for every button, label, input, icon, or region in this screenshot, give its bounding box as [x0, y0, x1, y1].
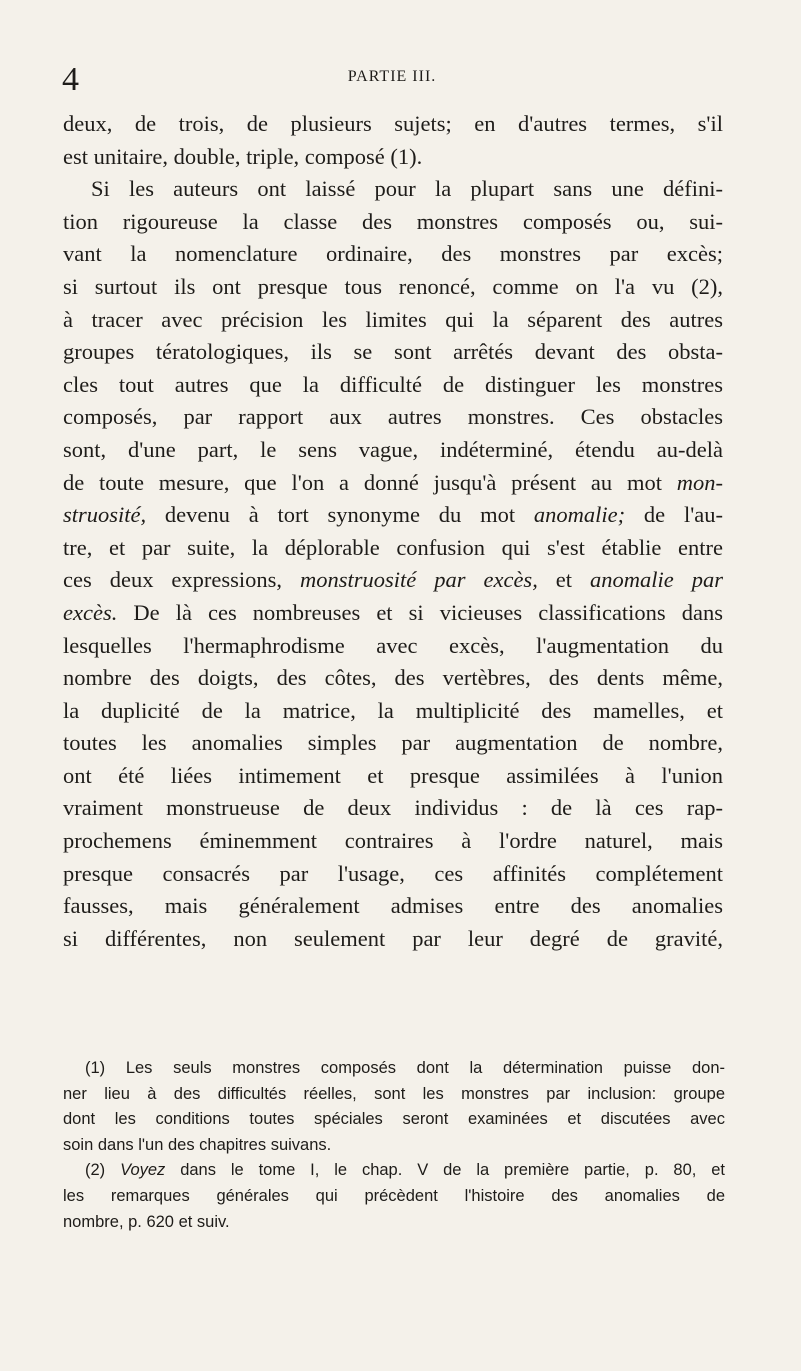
italic-text: mon- [676, 469, 723, 495]
text-line [63, 434, 723, 467]
text-span: composés, par rapport aux autres monstres. Ces obstacles [63, 404, 723, 430]
text-span: tre, et par suite, la déplorable confusion qui s'est établie entre [63, 534, 723, 560]
text-span: (2) [85, 1161, 121, 1180]
text-line [63, 858, 723, 891]
text-line [63, 564, 723, 597]
text-span: et [537, 567, 591, 593]
text-line [63, 141, 723, 174]
text-line [63, 238, 723, 271]
text-span: si surtout ils ont presque tous renoncé, comme on l'a vu (2), [63, 273, 723, 299]
text-span: de l'au- [625, 502, 723, 528]
text-span: toutes les anomalies simples par augmentation de nombre, [63, 730, 723, 756]
running-head: PARTIE III. [347, 68, 437, 85]
italic-text: excès. [63, 599, 118, 625]
text-span: nombre des doigts, des côtes, des vertèbres, des dents même, [63, 665, 723, 691]
text-line [63, 467, 723, 500]
text-line [63, 336, 723, 369]
text-line [63, 108, 723, 141]
text-span: cles tout autres que la difficulté de distinguer les monstres [63, 371, 723, 397]
text-line [63, 825, 723, 858]
text-span: si différentes, non seulement par leur degré de gravité, [63, 925, 723, 951]
text-span: groupes tératologiques, ils se sont arrêtés devant des obsta- [63, 339, 723, 365]
text-line [63, 401, 723, 434]
text-span: presque consacrés par l'usage, ces affinités complétement [63, 860, 723, 886]
text-line [63, 662, 723, 695]
text-span: De là ces nombreuses et si vicieuses classifications dans [117, 599, 723, 625]
text-span: est unitaire, double, triple, composé (1). [63, 143, 423, 169]
text-line [63, 304, 723, 337]
text-line [63, 271, 723, 304]
footnote-line [63, 1082, 725, 1108]
text-span: ont été liées intimement et presque assimilées à l'union [63, 762, 723, 788]
italic-text: anomalie par [590, 567, 724, 593]
footnote-line [63, 1107, 725, 1133]
text-span: à tracer avec précision les limites qui la séparent des autres [63, 306, 723, 332]
italic-text: struosité, [63, 502, 147, 528]
footnote-line [63, 1184, 725, 1210]
text-span: lesquelles l'hermaphrodisme avec excès, l'augmentation du [63, 632, 723, 658]
text-line [63, 369, 723, 402]
text-line [63, 695, 723, 728]
italic-text: anomalie; [533, 502, 626, 528]
text-span: prochemens éminemment contraires à l'ordre naturel, mais [63, 828, 723, 854]
text-span: fausses, mais généralement admises entre des anomalies [63, 893, 723, 919]
text-line [63, 499, 723, 532]
text-span: (1) Les seuls monstres composés dont la détermination puisse don- [85, 1059, 725, 1077]
text-line [63, 206, 723, 239]
page-header [62, 60, 722, 100]
text-span: ner lieu à des difficultés réelles, sont les monstres par inclusion: groupe [63, 1084, 725, 1103]
text-line [63, 890, 723, 923]
page-number: 4 [62, 61, 79, 98]
text-line [63, 597, 723, 630]
main-text [63, 108, 723, 955]
text-span: devenu à tort synonyme du mot [146, 502, 534, 528]
text-span: dont les conditions toutes spéciales seront examinées et discutées avec [63, 1110, 725, 1129]
text-span: la duplicité de la matrice, la multiplicité des mamelles, et [63, 697, 723, 723]
text-line [63, 532, 723, 565]
text-line [63, 760, 723, 793]
footnote-line [85, 1056, 725, 1082]
text-line [63, 923, 723, 956]
text-span: sont, d'une part, le sens vague, indéterminé, étendu au-delà [63, 436, 723, 462]
text-span: soin dans l'un des chapitres suivans. [63, 1135, 332, 1154]
italic-text: Voyez [120, 1161, 166, 1180]
footnotes [63, 1056, 726, 1235]
text-line [63, 630, 723, 663]
footnote-line [85, 1158, 725, 1184]
text-span: deux, de trois, de plusieurs sujets; en d'autres termes, s'il [63, 111, 723, 136]
text-span: nombre, p. 620 et suiv. [63, 1212, 230, 1231]
text-line [63, 173, 723, 206]
footnote-line [63, 1133, 725, 1159]
footnote-line [63, 1210, 725, 1236]
text-line [63, 792, 723, 825]
italic-text: monstruosité par excès, [300, 567, 538, 593]
text-span: vant la nomenclature ordinaire, des monstres par excès; [63, 241, 723, 267]
text-span: ces deux expressions, [63, 567, 301, 593]
text-span: Si les auteurs ont laissé pour la plupart sans une défini- [91, 176, 723, 202]
text-line [63, 727, 723, 760]
text-span: vraiment monstrueuse de deux individus : de là ces rap- [63, 795, 723, 821]
text-span: de toute mesure, que l'on a donné jusqu'à présent au mot [63, 469, 677, 495]
text-span: les remarques générales qui précèdent l'histoire des anomalies de [63, 1186, 725, 1205]
text-span: dans le tome I, le chap. V de la première partie, p. 80, et [165, 1161, 726, 1180]
text-span: tion rigoureuse la classe des monstres composés ou, sui- [63, 208, 723, 234]
